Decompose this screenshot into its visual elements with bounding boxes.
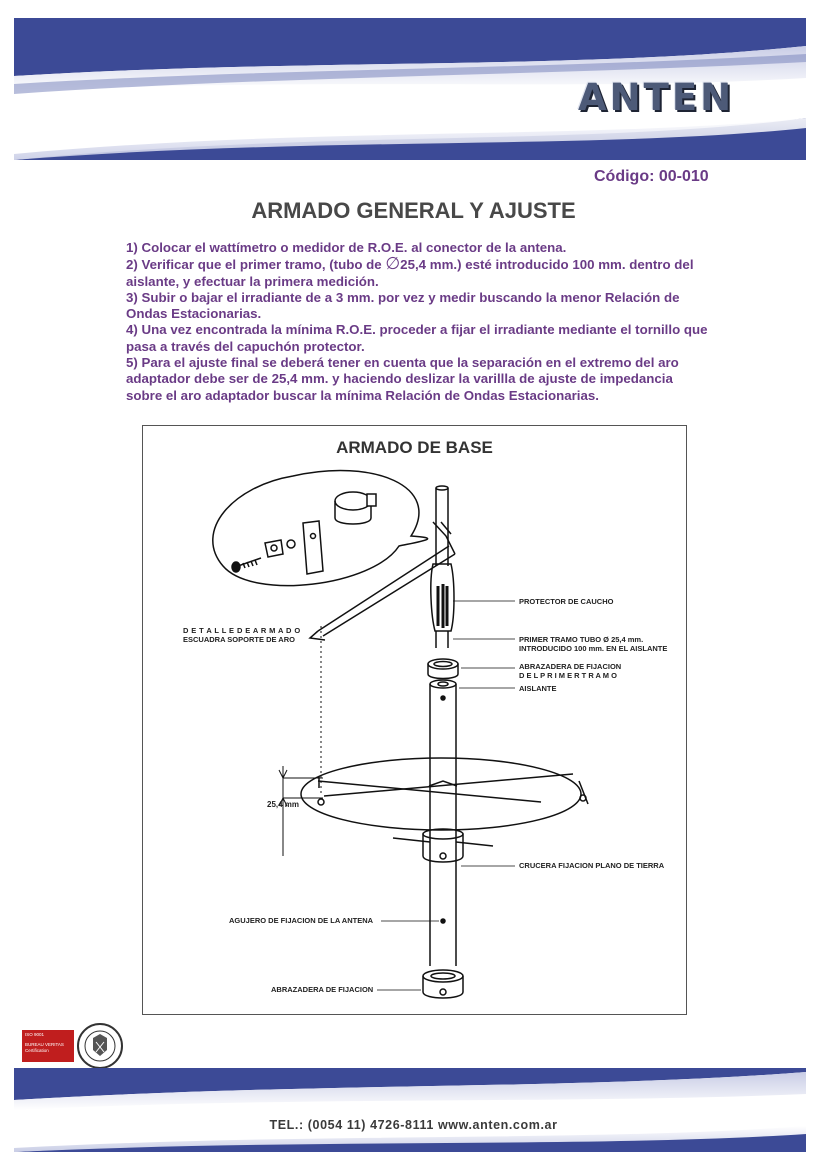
- detail-bubble: [213, 471, 428, 586]
- bureau-veritas-seal: [76, 1022, 124, 1070]
- label-aislante: AISLANTE: [519, 684, 557, 693]
- diagram-title: ARMADO DE BASE: [336, 438, 493, 457]
- insulator: [430, 680, 456, 766]
- instruction-step-1: 1) Colocar el wattímetro o medidor de R.O.E. al conector de la antena.: [126, 240, 567, 255]
- label-detalle-line2: ESCUADRA SOPORTE DE ARO: [183, 635, 295, 644]
- instructions-block: [126, 240, 711, 404]
- label-protector: PROTECTOR DE CAUCHO: [519, 597, 614, 606]
- label-abrazadera-base: ABRAZADERA DE FIJACION: [271, 985, 374, 994]
- footer-contact: TEL.: (0054 11) 4726-8111 www.anten.com.ar: [269, 1118, 558, 1132]
- label-abraz-line1: ABRAZADERA DE FIJACION: [519, 662, 622, 671]
- instruction-step-2-text-b: 25,4 mm.) esté introducido 100 mm. dentro del aislante, y efectuar la primera medición.: [126, 257, 694, 289]
- assembly-diagram: [142, 425, 687, 1015]
- label-primer-tramo: [519, 635, 667, 653]
- label-detalle-armado: [183, 626, 301, 644]
- label-primer-line2: INTRODUCIDO 100 mm. EN EL AISLANTE: [519, 644, 668, 653]
- instruction-step-4: 4) Una vez encontrada la mínima R.O.E. proceder a fijar el irradiante mediante el tornillo que pasa a través del capuchón protector.: [126, 322, 708, 354]
- label-abrazadera-primer: [519, 662, 621, 680]
- iso-red-badge: [22, 1030, 74, 1062]
- first-section-clamp: [428, 659, 458, 679]
- instruction-step-2: [126, 256, 711, 290]
- iso-label: ISO 9001: [25, 1032, 45, 1037]
- label-abraz-line2: D E L P R I M E R T R A M O: [519, 671, 617, 680]
- product-code: Código: 00-010: [594, 168, 709, 185]
- brand-logo: ANTEN: [578, 76, 735, 119]
- diameter-symbol: ∅: [385, 254, 401, 274]
- label-detalle-line1: D E T A L L E D E A R M A D O: [183, 626, 301, 635]
- label-agujero: AGUJERO DE FIJACION DE LA ANTENA: [229, 916, 374, 925]
- page-title: ARMADO GENERAL Y AJUSTE: [251, 198, 576, 223]
- instruction-step-2-text-a: 2) Verificar que el primer tramo, (tubo de: [126, 257, 386, 273]
- ground-plane-ring: [301, 758, 588, 830]
- base-clamp: [423, 970, 463, 998]
- cert-label: Certification: [25, 1048, 49, 1053]
- instruction-step-3: 3) Subir o bajar el irradiante de a 3 mm. por vez y medir buscando la menor Relación de Ondas Estacionarias.: [126, 289, 680, 322]
- antenna-base-drawing: [143, 426, 686, 1014]
- label-dimension: 25,4 mm: [267, 800, 300, 809]
- footer-band: [14, 1068, 806, 1152]
- bureau-label: BUREAU VERITAS: [25, 1042, 64, 1047]
- label-primer-line1: PRIMER TRAMO TUBO Ø 25,4 mm.: [519, 635, 644, 644]
- label-crucera: CRUCERA FIJACION PLANO DE TIERRA: [519, 861, 665, 870]
- iso-certification-seal: [22, 1022, 127, 1070]
- instruction-step-5: 5) Para el ajuste final se deberá tener en cuenta que la separación en el extremo del aro adaptador debe ser de 25,4 mm. y haciendo deslizar la varillla de ajuste de impedancia sobre el aro adaptador buscar la mínima Relación de Ondas Estacionarias.: [126, 355, 679, 403]
